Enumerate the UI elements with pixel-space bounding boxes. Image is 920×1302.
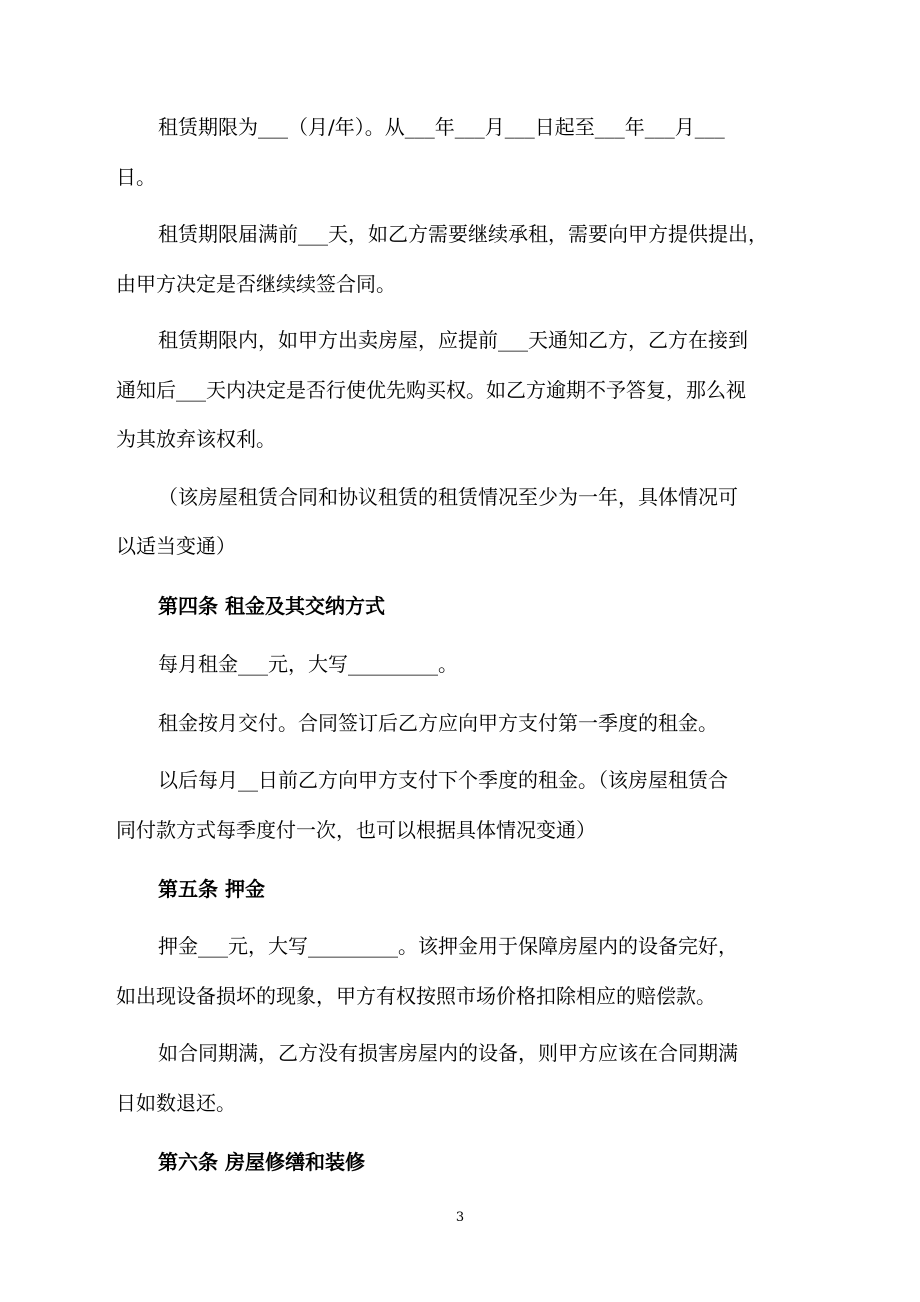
term-note-line-1: （该房屋租赁合同和协议租赁的租赁情况至少为一年，具体情况可: [158, 485, 738, 509]
renewal-line-1: 租赁期限届满前___天，如乙方需要继续承租，需要向甲方提供提出，: [158, 222, 768, 246]
monthly-rent-line: 每月租金___元，大写_________。: [158, 652, 458, 676]
quarterly-payment-line-2: 同付款方式每季度付一次，也可以根据具体情况变通）: [116, 818, 596, 842]
lease-term-line-1: 租赁期限为___（月/年）。从___年___月___日起至___年___月___: [158, 115, 725, 139]
sale-notice-line-3: 为其放弃该权利。: [116, 427, 276, 451]
page-number: 3: [455, 1210, 465, 1225]
refund-line-1: 如合同期满，乙方没有损害房屋内的设备，则甲方应该在合同期满: [158, 1041, 738, 1065]
term-note-line-2: 以适当变通）: [116, 534, 236, 558]
refund-line-2: 日如数退还。: [116, 1091, 236, 1115]
article-4-heading: 第四条 租金及其交纳方式: [158, 594, 385, 618]
payment-line: 租金按月交付。合同签订后乙方应向甲方支付第一季度的租金。: [158, 711, 718, 735]
deposit-line-2: 如出现设备损坏的现象，甲方有权按照市场价格扣除相应的赔偿款。: [116, 984, 716, 1008]
quarterly-payment-line-1: 以后每月__日前乙方向甲方支付下个季度的租金。（该房屋租赁合: [158, 768, 728, 792]
article-5-heading: 第五条 押金: [158, 877, 265, 901]
renewal-line-2: 由甲方决定是否继续续签合同。: [116, 272, 396, 296]
article-6-heading: 第六条 房屋修缮和装修: [158, 1150, 365, 1174]
sale-notice-line-1: 租赁期限内，如甲方出卖房屋，应提前___天通知乙方，乙方在接到: [158, 328, 748, 352]
deposit-line-1: 押金___元，大写_________。该押金用于保障房屋内的设备完好，: [158, 934, 738, 958]
sale-notice-line-2: 通知后___天内决定是否行使优先购买权。如乙方逾期不予答复，那么视: [116, 378, 746, 402]
lease-term-line-2: 日。: [116, 165, 156, 189]
